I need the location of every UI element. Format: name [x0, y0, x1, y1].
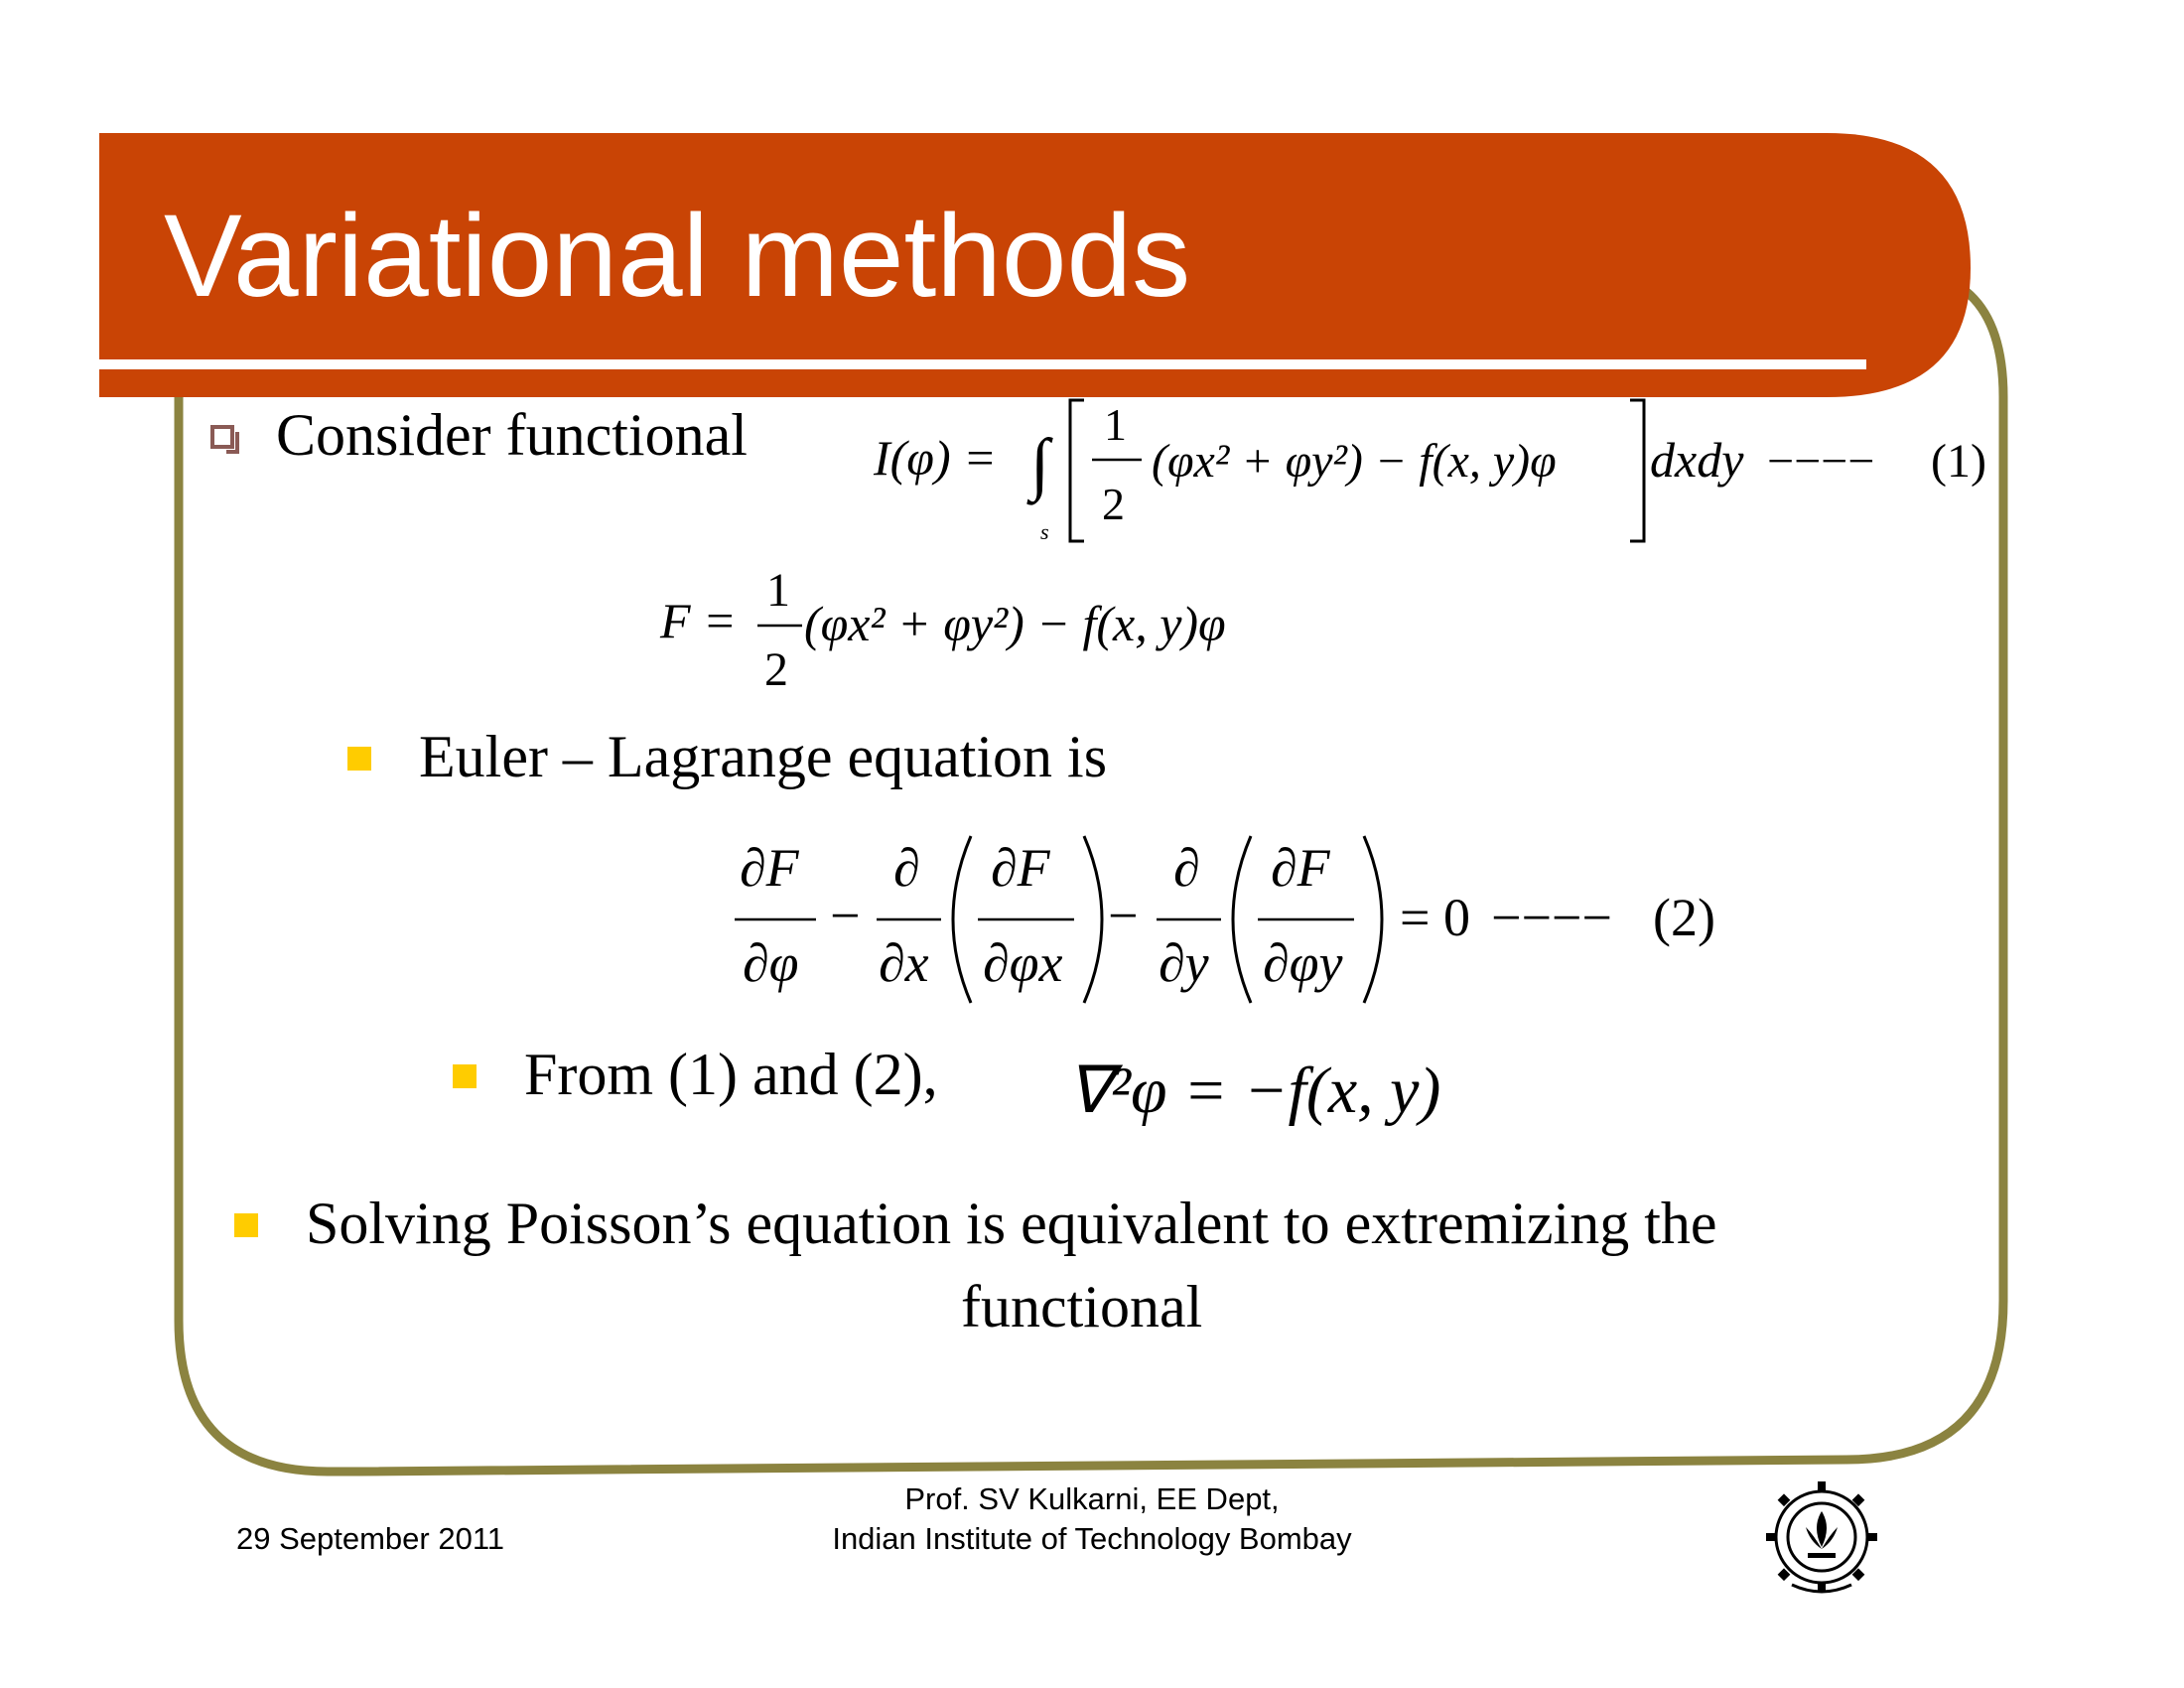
eq2-t2-right-paren: [1084, 836, 1102, 1003]
eq2-t3-right-paren: [1364, 836, 1382, 1003]
eq2-t3-den: ∂y: [1159, 933, 1209, 993]
eq1-half-den: 2: [1102, 479, 1125, 529]
yellow-square-bullet-icon: [234, 1213, 258, 1237]
eq2-t3-in-den: ∂φy: [1263, 933, 1343, 993]
iit-bombay-logo-icon: [1762, 1477, 1881, 1597]
eqF-lhs: F =: [660, 593, 737, 648]
eq2-minus-2: −: [1108, 886, 1139, 945]
checkbox-bullet-icon: [210, 425, 234, 449]
eq2-rhs: = 0: [1400, 888, 1470, 947]
eq2-t1-den: ∂φ: [743, 933, 799, 993]
bullet-solving-poisson-line1: Solving Poisson’s equation is equivalent to extremizing the: [306, 1191, 1717, 1256]
eq2-t3-left-paren: [1233, 836, 1251, 1003]
eqF-half-den: 2: [764, 643, 788, 696]
footer-author-line1: Prof. SV Kulkarni, EE Dept,: [904, 1481, 1280, 1516]
title-rule: [99, 359, 1866, 369]
equation-functional: [854, 392, 1995, 556]
eq2-t2-den: ∂x: [879, 933, 929, 993]
eq2-minus-1: −: [830, 886, 861, 945]
eq1-inner: (φx² + φy²) − f(x, y)φ: [1152, 435, 1557, 488]
eq2-t2-num: ∂: [893, 838, 920, 898]
bullet-euler-lagrange: Euler – Lagrange equation is: [419, 724, 1108, 789]
eq1-left-bracket: [1070, 400, 1084, 541]
eq1-lhs: I(φ) =: [874, 430, 997, 486]
eq1-dashes: −−−−: [1767, 435, 1875, 488]
bullet-consider-functional: Consider functional: [276, 402, 748, 468]
eq2-t1-num: ∂F: [740, 838, 799, 898]
eq1-right-bracket: [1630, 400, 1644, 541]
eq2-dashes: −−−−: [1491, 888, 1612, 947]
slide-title: Variational methods: [164, 191, 1191, 322]
eq1-number: (1): [1931, 435, 1986, 488]
bullet-solving-poisson-line2: functional: [961, 1274, 1203, 1339]
eq1-dxdy: dxdy: [1650, 432, 1744, 488]
eq1-half-num: 1: [1104, 399, 1127, 450]
yellow-square-bullet-icon: [347, 747, 371, 771]
eq2-t2-in-num: ∂F: [991, 838, 1050, 898]
equation-euler-lagrange: [735, 824, 1747, 1023]
eq2-t3-in-num: ∂F: [1271, 838, 1330, 898]
integral-sign: ∫: [1030, 426, 1050, 502]
eqF-rhs: (φx² + φy²) − f(x, y)φ: [804, 596, 1226, 651]
footer-date: 29 September 2011: [236, 1521, 505, 1556]
eq1-integral-sub: s: [1040, 519, 1049, 544]
eq2-number: (2): [1653, 888, 1715, 947]
equation-F: [655, 556, 1291, 715]
eq2-t2-in-den: ∂φx: [983, 933, 1063, 993]
bullet-from-1-and-2: From (1) and (2),: [524, 1042, 938, 1107]
footer-author-line2: Indian Institute of Technology Bombay: [832, 1521, 1352, 1556]
eq2-t3-num: ∂: [1173, 838, 1200, 898]
yellow-square-bullet-icon: [453, 1064, 477, 1088]
eqF-half-num: 1: [766, 564, 790, 617]
eq2-t2-left-paren: [953, 836, 971, 1003]
equation-poisson: ∇²φ = −f(x, y): [1067, 1055, 1441, 1127]
